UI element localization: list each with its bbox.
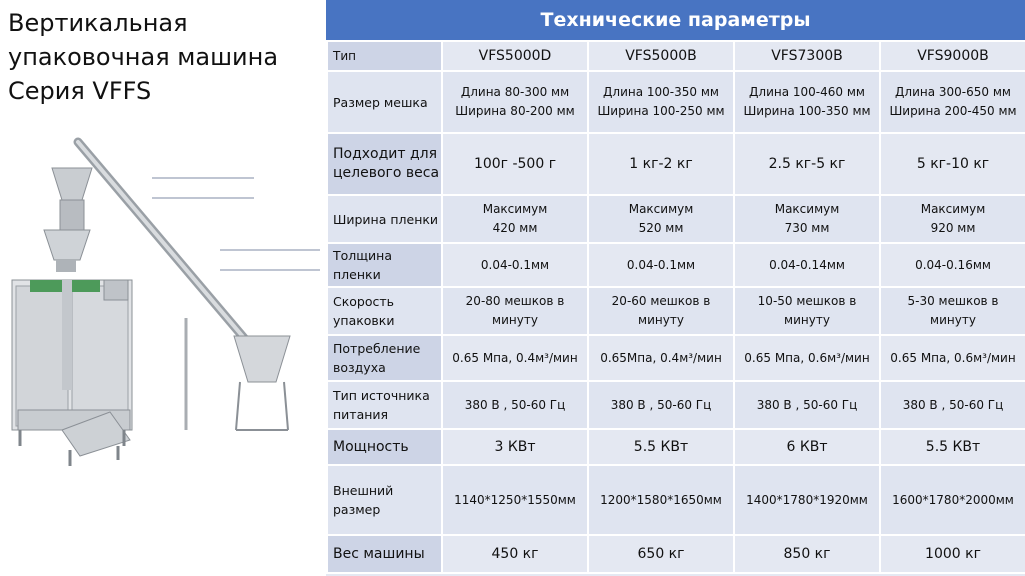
cell-value: 20-80 мешков в: [465, 294, 565, 308]
parameters-table: [326, 40, 1025, 574]
table-row: [327, 335, 1025, 381]
table-cell: [734, 287, 880, 335]
table-cell: [734, 195, 880, 243]
cell-value: 520 мм: [638, 221, 684, 235]
table-cell: [442, 243, 588, 287]
cell-value: 0.65 Мпа, 0.6м³/мин: [890, 350, 1016, 365]
cell-value: Ширина 80-200 мм: [455, 104, 575, 118]
cell-value: 0.65Мпа, 0.4м³/мин: [600, 350, 722, 365]
cell-value: 0.04-0.1мм: [480, 257, 550, 272]
cell-value: 5-30 мешков в: [907, 294, 999, 308]
cell-value: 2.5 кг-5 кг: [768, 155, 846, 172]
table-cell: [588, 465, 734, 535]
cell-value: Длина 100-460 мм: [749, 85, 865, 99]
row-label: Толщина пленки: [327, 243, 442, 287]
cell-value: Длина 80-300 мм: [460, 85, 570, 99]
cell-value: Длина 300-650 мм: [895, 85, 1011, 99]
table-cell: [442, 133, 588, 195]
table-row: [327, 195, 1025, 243]
cell-value: 5.5 КВт: [633, 438, 689, 455]
cell-value: 850 кг: [783, 545, 831, 562]
cell-value: 5.5 КВт: [925, 438, 981, 455]
cell-value: минуту: [492, 313, 538, 327]
table-cell: [880, 535, 1025, 573]
model-name: VFS5000B: [588, 41, 734, 71]
cell-value: Ширина 200-450 мм: [889, 104, 1017, 118]
cell-value: 100г -500 г: [473, 155, 557, 172]
table-cell: [442, 429, 588, 465]
cell-value: 1140*1250*1550мм: [454, 492, 576, 507]
cell-value: 920 мм: [930, 221, 976, 235]
cell-value: 0.04-0.14мм: [769, 257, 845, 272]
table-cell: [880, 429, 1025, 465]
table-cell: [442, 195, 588, 243]
cell-value: 380 В , 50-60 Гц: [756, 397, 858, 412]
model-name: VFS5000D: [442, 41, 588, 71]
cell-value: 6 КВт: [786, 438, 828, 455]
cell-value: Максимум: [920, 202, 986, 216]
table-row: [327, 465, 1025, 535]
cell-value: 730 мм: [784, 221, 830, 235]
table-row: [327, 429, 1025, 465]
cell-value: 450 кг: [491, 545, 539, 562]
table-cell: [442, 381, 588, 429]
table-cell: [442, 465, 588, 535]
table-cell: [880, 465, 1025, 535]
packaging-machine-image: [0, 130, 320, 576]
table-cell: [734, 381, 880, 429]
table-cell: [734, 133, 880, 195]
row-label: Ширина пленки: [327, 195, 442, 243]
table-cell: [588, 133, 734, 195]
cell-value: 1600*1780*2000мм: [892, 492, 1014, 507]
table-cell: [734, 429, 880, 465]
table-row: [327, 381, 1025, 429]
table-cell: [734, 243, 880, 287]
page-title: [8, 6, 318, 108]
cell-value: минуту: [784, 313, 830, 327]
row-label: Мощность: [327, 429, 442, 465]
cell-value: Ширина 100-350 мм: [743, 104, 871, 118]
row-label: Вес машины: [327, 535, 442, 573]
cell-value: 650 кг: [637, 545, 685, 562]
cell-value: 380 В , 50-60 Гц: [902, 397, 1004, 412]
cell-value: Ширина 100-250 мм: [597, 104, 725, 118]
row-label: Подходит для целевого веса: [327, 133, 442, 195]
cell-value: 380 В , 50-60 Гц: [464, 397, 566, 412]
model-name: VFS7300B: [734, 41, 880, 71]
cell-value: 380 В , 50-60 Гц: [610, 397, 712, 412]
cell-value: Максимум: [628, 202, 694, 216]
table-cell: [442, 71, 588, 133]
cell-value: 420 мм: [492, 221, 538, 235]
table-row-type: [327, 41, 1025, 71]
table-cell: [442, 287, 588, 335]
table-cell: [588, 243, 734, 287]
technical-parameters-panel: [326, 0, 1025, 576]
cell-value: Максимум: [774, 202, 840, 216]
cell-value: 1 кг-2 кг: [629, 155, 693, 172]
table-row: [327, 133, 1025, 195]
model-name: VFS9000B: [880, 41, 1025, 71]
cell-value: 10-50 мешков в: [757, 294, 857, 308]
row-label: Размер мешка: [327, 71, 442, 133]
table-cell: [588, 429, 734, 465]
table-cell: [588, 381, 734, 429]
table-cell: [734, 465, 880, 535]
cell-value: 0.65 Мпа, 0.4м³/мин: [452, 350, 578, 365]
table-cell: [588, 535, 734, 573]
table-cell: [880, 195, 1025, 243]
table-cell: [880, 243, 1025, 287]
cell-value: 1000 кг: [925, 545, 981, 562]
cell-value: 0.04-0.16мм: [915, 257, 991, 272]
type-label: Тип: [327, 41, 442, 71]
table-cell: [442, 335, 588, 381]
table-row: [327, 71, 1025, 133]
table-cell: [442, 535, 588, 573]
table-row: [327, 535, 1025, 573]
title-line-2: упаковочная машина: [8, 43, 279, 71]
row-label: Потребление воздуха: [327, 335, 442, 381]
cell-value: Длина 100-350 мм: [603, 85, 719, 99]
cell-value: 1200*1580*1650мм: [600, 492, 722, 507]
cell-value: 0.65 Мпа, 0.6м³/мин: [744, 350, 870, 365]
table-row: [327, 287, 1025, 335]
row-label: Тип источника питания: [327, 381, 442, 429]
table-header: Технические параметры: [326, 0, 1025, 40]
cell-value: 3 КВт: [494, 438, 536, 455]
table-cell: [880, 133, 1025, 195]
table-cell: [880, 71, 1025, 133]
table-cell: [734, 335, 880, 381]
table-cell: [588, 71, 734, 133]
table-cell: [880, 287, 1025, 335]
table-cell: [734, 535, 880, 573]
cell-value: 0.04-0.1мм: [626, 257, 696, 272]
title-line-3: Серия VFFS: [8, 77, 152, 105]
table-cell: [588, 287, 734, 335]
cell-value: Максимум: [482, 202, 548, 216]
cell-value: 20-60 мешков в: [611, 294, 711, 308]
row-label: Внешний размер: [327, 465, 442, 535]
cell-value: минуту: [930, 313, 976, 327]
title-line-1: Вертикальная: [8, 9, 188, 37]
table-cell: [588, 195, 734, 243]
table-cell: [588, 335, 734, 381]
table-row: [327, 243, 1025, 287]
table-cell: [734, 71, 880, 133]
cell-value: 5 кг-10 кг: [916, 155, 990, 172]
table-cell: [880, 381, 1025, 429]
row-label: Скорость упаковки: [327, 287, 442, 335]
cell-value: минуту: [638, 313, 684, 327]
cell-value: 1400*1780*1920мм: [746, 492, 868, 507]
table-cell: [880, 335, 1025, 381]
